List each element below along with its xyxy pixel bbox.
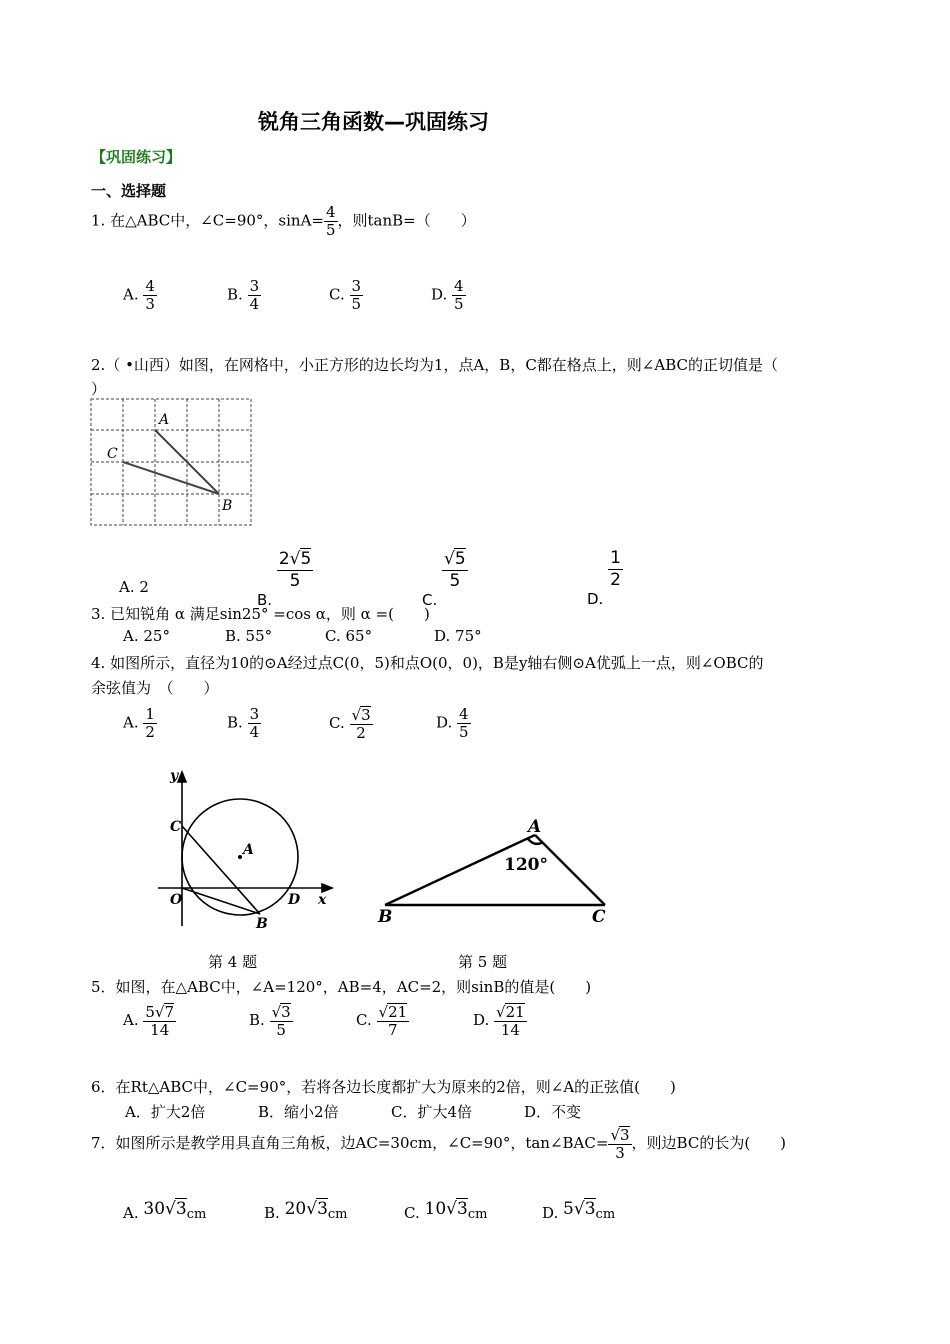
question-5: 5．如图，在△ABC中，∠A=120°，AB=4，AC=2，则sinB的值是( ) [91, 978, 592, 996]
q3-option-a: A. 25° [123, 627, 170, 645]
fig4-label-c: C [170, 819, 182, 835]
fig5-label-b: B [378, 907, 393, 927]
q2-option-a: A. 2 [119, 578, 149, 596]
q3-option-c: C. 65° [325, 627, 373, 645]
q6-option-d: D．不变 [524, 1103, 582, 1121]
grid-label-c: C [107, 446, 118, 462]
q4-option-c: C. $\frac{√3}{2}$ [329, 706, 371, 742]
fig4-label-b: B [256, 916, 268, 928]
section-heading: 一、选择题 [91, 182, 167, 200]
q7-option-d: D. 5√3cm [542, 1199, 616, 1222]
q7-option-b: B. 20√3cm [264, 1199, 348, 1222]
fig4-label-x: x [318, 892, 327, 908]
grid-label-b: B [222, 498, 233, 514]
question-1: 1. 在△ABC中，∠C=90°，sinA= $\frac{4}{5}$ ，则tanB=（ ） [91, 203, 476, 239]
grid-figure [89, 397, 255, 529]
q2-option-b: B. $\frac{2√5}{5}$ [257, 549, 312, 609]
grid-label-a: A [159, 412, 170, 428]
q4-option-a: A. $\frac{1}{2}$ [123, 705, 155, 741]
q5-option-a: A. $\frac{5√7}{14}$ [123, 1003, 175, 1039]
q1-option-c: C. $\frac{3}{5}$ [329, 277, 362, 313]
question-4-line2: 余弦值为 （ ） [91, 679, 219, 697]
triangle-figure [370, 815, 620, 930]
q5-option-d: D. $\frac{√21}{14}$ [473, 1003, 525, 1039]
fig4-label-y: y [170, 768, 179, 784]
question-3: 3. 已知锐角 α 满足sin25° =cos α，则 α =( ) [91, 605, 430, 623]
practice-tag: 【巩固练习】 [91, 148, 182, 166]
q5-option-b: B. $\frac{√3}{5}$ [249, 1003, 291, 1039]
q6-option-b: B．缩小2倍 [258, 1103, 339, 1121]
circle-figure [150, 768, 340, 928]
q5-option-c: C. $\frac{√21}{7}$ [356, 1003, 408, 1039]
fig5-angle: 120° [504, 855, 548, 875]
q3-option-b: B. 55° [225, 627, 273, 645]
fig5-label-a: A [528, 817, 542, 837]
q7-option-a: A. 30√3cm [123, 1199, 207, 1222]
q4-option-d: D. $\frac{4}{5}$ [436, 705, 469, 741]
q2-option-d: D. $\frac{1}{2}$ [587, 548, 621, 608]
q1-fraction: $\frac{4}{5}$ [325, 203, 336, 239]
q2-option-c: C. $\frac{√5}{5}$ [422, 549, 466, 609]
question-2-line1: 2.（ •山西）如图，在网格中，小正方形的边长均为1，点A，B，C都在格点上，则∠ABC的正切值是（ [91, 356, 778, 374]
fig4-label-d: D [288, 892, 301, 908]
question-2-line2: ） [91, 380, 107, 398]
q4-option-b: B. $\frac{3}{4}$ [227, 705, 260, 741]
fig5-label-c: C [592, 907, 606, 927]
question-7: 7．如图所示是教学用具直角三角板，边AC=30cm，∠C=90°，tan∠BAC= $\frac{√3}{3}$ ，则边BC的长为( ) [91, 1126, 787, 1162]
fig4-label-o: O [170, 892, 183, 908]
q1-option-a: A. $\frac{4}{3}$ [123, 277, 155, 313]
q1-option-d: D. $\frac{4}{5}$ [431, 277, 464, 313]
fig4-caption: 第 4 题 [208, 953, 258, 971]
q3-option-d: D. 75° [434, 627, 482, 645]
page-title: 锐角三角函数—巩固练习 [258, 110, 489, 134]
q7-fraction: $\frac{√3}{3}$ [610, 1126, 630, 1162]
question-4-line1: 4. 如图所示，直径为10的⊙A经过点C(0，5)和点O(0，0)，B是y轴右侧⊙A优弧上一点，则∠OBC的 [91, 654, 764, 672]
q6-option-a: A．扩大2倍 [125, 1103, 206, 1121]
q1-option-b: B. $\frac{3}{4}$ [227, 277, 260, 313]
question-6: 6．在Rt△ABC中，∠C=90°，若将各边长度都扩大为原来的2倍，则∠A的正弦值( ) [91, 1078, 676, 1096]
q6-option-c: C．扩大4倍 [391, 1103, 473, 1121]
fig4-label-a: A [243, 842, 254, 858]
fig5-caption: 第 5 题 [458, 953, 508, 971]
q7-option-c: C. 10√3cm [404, 1199, 488, 1222]
